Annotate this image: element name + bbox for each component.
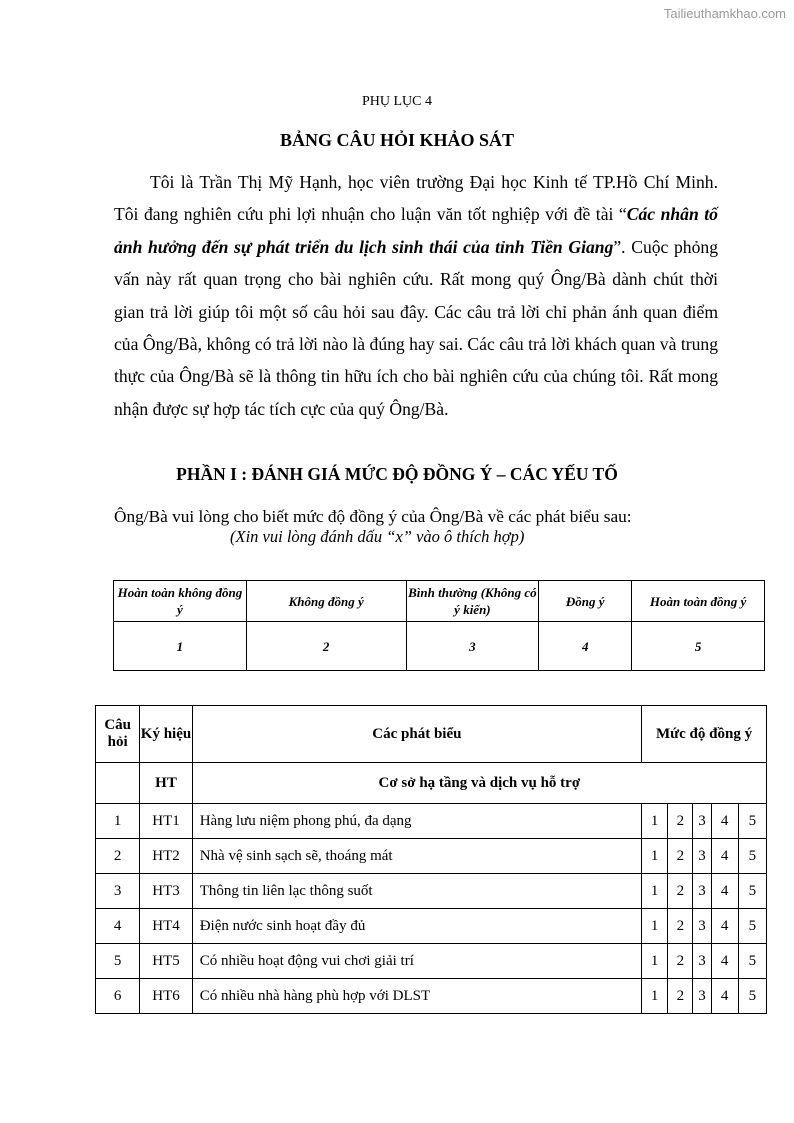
rating-option[interactable]: 2 — [668, 874, 693, 909]
rating-option[interactable]: 4 — [711, 804, 738, 839]
table-row — [96, 944, 767, 979]
question-code: HT4 — [140, 909, 192, 944]
rating-option[interactable]: 5 — [738, 874, 766, 909]
header-statement: Các phát biểu — [192, 706, 641, 763]
rating-option[interactable]: 1 — [642, 909, 668, 944]
rating-option[interactable]: 2 — [668, 909, 693, 944]
header-agreement: Mức độ đồng ý — [642, 706, 767, 763]
scale-label: Bình thường (Không có ý kiến) — [406, 581, 539, 622]
intro-part-2: ”. Cuộc phỏng vấn này rất quan trọng cho bài nghiên cứu. Rất mong quý Ông/Bà dành chút thời gian trả lời giúp tôi một số câu hỏi sau đây. Các câu trả lời chỉ phản ánh quan điểm của Ông/Bà, không có trả lời nào là đúng hay sai. Các câu trả lời khách quan và trung thực của Ông/Bà sẽ là thông tin hữu ích cho bài nghiên cứu của chúng tôi. Rất mong nhận được sự hợp tác tích cực của quý Ông/Bà. — [114, 236, 718, 419]
rating-option[interactable]: 1 — [642, 874, 668, 909]
table-row — [96, 839, 767, 874]
rating-option[interactable]: 1 — [642, 944, 668, 979]
group-code: HT — [140, 763, 192, 804]
rating-option[interactable]: 4 — [711, 874, 738, 909]
group-empty-cell — [96, 763, 140, 804]
statement: Có nhiều hoạt động vui chơi giải trí — [192, 944, 641, 979]
rating-option[interactable]: 2 — [668, 979, 693, 1014]
scale-value: 4 — [539, 622, 632, 671]
rating-option[interactable]: 5 — [738, 804, 766, 839]
rating-option[interactable]: 1 — [642, 804, 668, 839]
scale-value: 3 — [406, 622, 539, 671]
group-title: Cơ sở hạ tầng và dịch vụ hỗ trợ — [192, 763, 766, 804]
scale-label: Không đồng ý — [246, 581, 406, 622]
table-row — [96, 804, 767, 839]
thesis-topic: Các nhân tố ảnh hưởng đến sự phát triển du lịch sinh thái của tỉnh Tiền Giang — [114, 204, 718, 257]
rating-option[interactable]: 1 — [642, 839, 668, 874]
question-code: HT2 — [140, 839, 192, 874]
section-title: PHẦN I : ĐÁNH GIÁ MỨC ĐỘ ĐỒNG Ý – CÁC YẾU TỐ — [176, 464, 618, 484]
appendix-label: PHỤ LỤC 4 — [361, 94, 432, 109]
statement: Có nhiều nhà hàng phù hợp với DLST — [192, 979, 641, 1014]
watermark: Tailieuthamkhao.com — [663, 6, 786, 21]
survey-table — [95, 705, 767, 1014]
question-number: 6 — [96, 979, 140, 1014]
rating-option[interactable]: 3 — [693, 944, 711, 979]
page-title: BẢNG CÂU HỎI KHẢO SÁT — [279, 130, 515, 150]
question-number: 1 — [96, 804, 140, 839]
question-number: 4 — [96, 909, 140, 944]
rating-option[interactable]: 3 — [693, 979, 711, 1014]
statement: Thông tin liên lạc thông suốt — [192, 874, 641, 909]
instruction-hint: (Xin vui lòng đánh dấu “x” vào ô thích hợp) — [230, 527, 525, 546]
rating-option[interactable]: 2 — [668, 839, 693, 874]
rating-option[interactable]: 5 — [738, 839, 766, 874]
rating-option[interactable]: 4 — [711, 909, 738, 944]
intro-part-1: Tôi là Trần Thị Mỹ Hạnh, học viên trường Đại học Kinh tế TP.Hồ Chí Minh. Tôi đang nghiên cứu phi lợi nhuận cho luận văn tốt nghiệp với đề tài “ — [114, 172, 718, 225]
statement: Điện nước sinh hoạt đầy đủ — [192, 909, 641, 944]
rating-option[interactable]: 4 — [711, 944, 738, 979]
rating-option[interactable]: 3 — [693, 804, 711, 839]
header-question: Câu hỏi — [96, 706, 140, 763]
rating-option[interactable]: 4 — [711, 839, 738, 874]
table-row — [96, 979, 767, 1014]
scale-value: 1 — [114, 622, 247, 671]
rating-option[interactable]: 5 — [738, 979, 766, 1014]
scale-label: Hoàn toàn đồng ý — [632, 581, 765, 622]
rating-option[interactable]: 2 — [668, 804, 693, 839]
question-number: 5 — [96, 944, 140, 979]
statement: Hàng lưu niệm phong phú, đa dạng — [192, 804, 641, 839]
rating-option[interactable]: 3 — [693, 874, 711, 909]
question-code: HT5 — [140, 944, 192, 979]
rating-option[interactable]: 3 — [693, 909, 711, 944]
intro-paragraph — [114, 166, 718, 425]
question-code: HT1 — [140, 804, 192, 839]
rating-option[interactable]: 3 — [693, 839, 711, 874]
rating-option[interactable]: 4 — [711, 979, 738, 1014]
scale-value: 5 — [632, 622, 765, 671]
question-code: HT3 — [140, 874, 192, 909]
question-number: 3 — [96, 874, 140, 909]
rating-option[interactable]: 1 — [642, 979, 668, 1014]
rating-option[interactable]: 2 — [668, 944, 693, 979]
statement: Nhà vệ sinh sạch sẽ, thoáng mát — [192, 839, 641, 874]
rating-option[interactable]: 5 — [738, 909, 766, 944]
table-row — [96, 909, 767, 944]
scale-label: Đồng ý — [539, 581, 632, 622]
header-code: Ký hiệu — [140, 706, 192, 763]
scale-value: 2 — [246, 622, 406, 671]
question-number: 2 — [96, 839, 140, 874]
question-code: HT6 — [140, 979, 192, 1014]
rating-option[interactable]: 5 — [738, 944, 766, 979]
rating-scale-table — [113, 580, 765, 671]
instruction-text: Ông/Bà vui lòng cho biết mức độ đồng ý của Ông/Bà về các phát biểu sau: — [114, 507, 632, 526]
scale-label: Hoàn toàn không đồng ý — [114, 581, 247, 622]
table-row — [96, 874, 767, 909]
